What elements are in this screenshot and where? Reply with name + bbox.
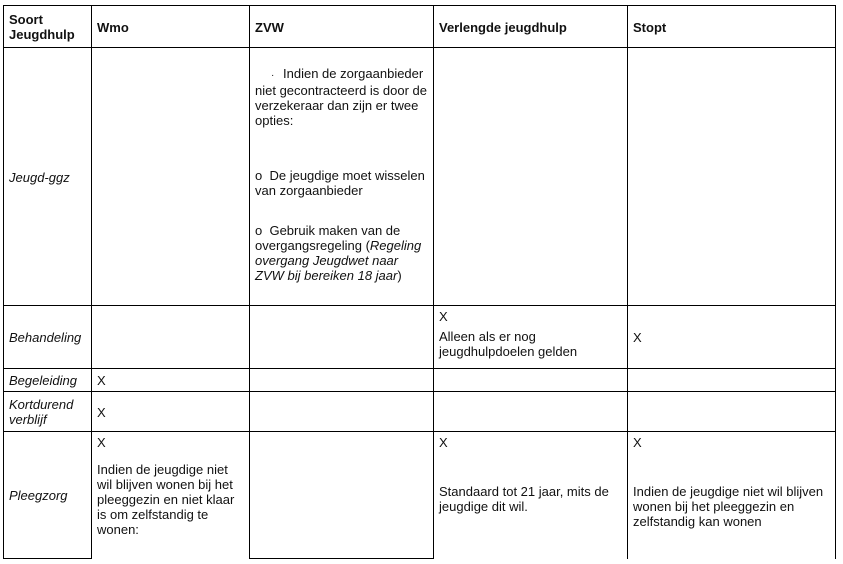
stopt-note: Indien de jeugdige niet wil blijven wonen bij het pleeggezin en zelfstandig kan wonen — [633, 484, 824, 529]
header-zvw: ZVW — [255, 19, 284, 35]
header-soort-jeugdhulp — [4, 6, 91, 47]
x-mark: X — [97, 435, 106, 450]
row-type-behandeling: Behandeling — [9, 330, 82, 345]
type-line2: verblijf — [9, 412, 47, 427]
cell-verlengde-behandeling — [434, 306, 627, 368]
verlengde-note: Alleen als er nog jeugdhulpdoelen gelden — [439, 329, 578, 359]
header-soort-line2: Jeugdhulp — [9, 27, 75, 42]
option-marker: o — [255, 223, 263, 238]
header-verlengde-jeugdhulp: Verlengde jeugdhulp — [439, 19, 567, 35]
header-stopt: Stopt — [633, 19, 667, 35]
row-type-begeleiding: Begeleiding — [9, 373, 77, 388]
x-mark: X — [633, 435, 642, 450]
option-marker: o — [255, 168, 263, 183]
header-soort-line1: Soort — [9, 12, 43, 27]
zvw-option-1 — [255, 168, 428, 198]
cell-stopt-pleegzorg — [628, 432, 835, 562]
header-wmo: Wmo — [97, 19, 129, 35]
option-1-text: De jeugdige moet wisselen van zorgaanbieder — [255, 168, 425, 198]
cell-wmo-begeleiding: X — [97, 373, 106, 388]
cell-wmo-kortdurend-verblijf: X — [97, 404, 106, 420]
cell-zvw-jeugd-ggz — [250, 48, 433, 305]
wmo-note: Indien de jeugdige niet wil blijven wonen bij het pleeggezin en niet klaar is om zelfstandig te wonen: — [97, 462, 235, 537]
type-line1: Kortdurend — [9, 397, 74, 412]
grid-line — [835, 5, 836, 559]
zvw-intro-text: Indien de zorgaanbieder niet gecontracteerd is door de verzekeraar dan zijn er twee opties: — [255, 66, 427, 128]
option-2-suffix: ) — [397, 268, 402, 283]
bullet-dot: · — [271, 70, 275, 81]
row-type-jeugd-ggz: Jeugd-ggz — [9, 169, 70, 185]
cell-stopt-behandeling: X — [633, 330, 642, 345]
option-2-text: Gebruik maken van de overgangsregeling ( — [255, 223, 401, 253]
cell-verlengde-pleegzorg — [434, 432, 627, 562]
grid-line — [3, 558, 92, 559]
zvw-intro — [255, 66, 428, 128]
grid-line — [249, 558, 434, 559]
verlengde-note: Standaard tot 21 jaar, mits de jeugdige dit wil. — [439, 484, 609, 514]
x-mark: X — [439, 435, 448, 450]
row-type-kortdurend-verblijf — [4, 392, 91, 431]
zvw-option-2 — [255, 223, 428, 283]
cell-wmo-pleegzorg — [92, 432, 249, 562]
row-type-pleegzorg: Pleegzorg — [9, 488, 68, 503]
regeling-name: Regeling overgang Jeugdwet naar ZVW bij bereiken 18 jaar — [255, 238, 422, 283]
x-mark: X — [439, 309, 448, 324]
